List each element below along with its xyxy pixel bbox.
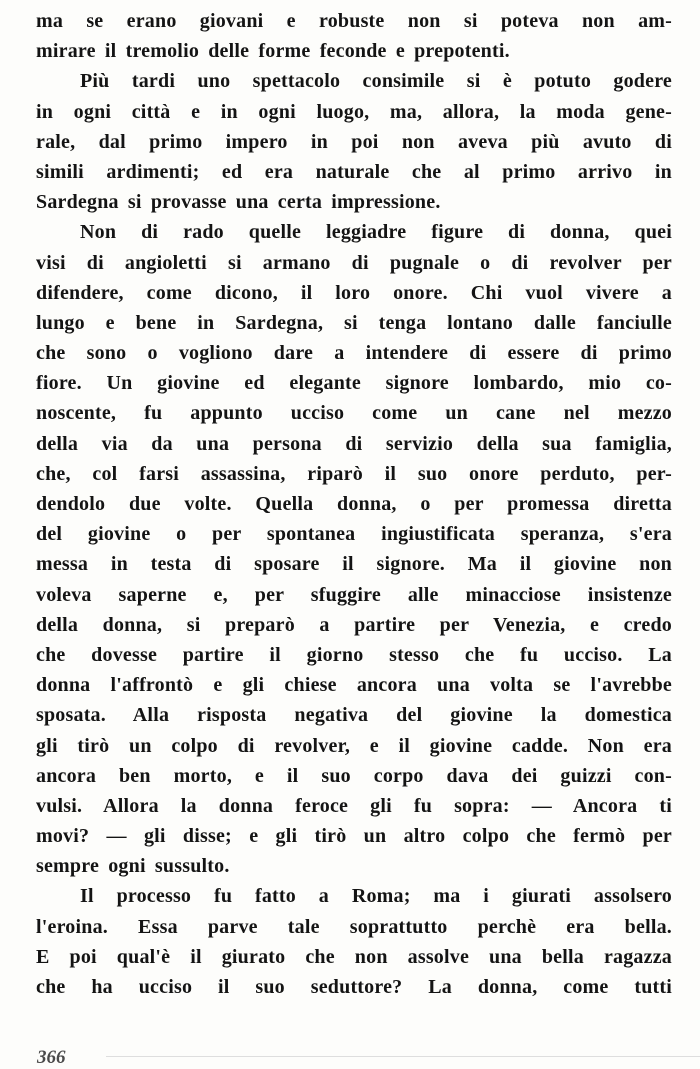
page-number: 366 (37, 1047, 66, 1068)
text-line: simili ardimenti; ed era naturale che al primo arrivo in (36, 160, 672, 183)
footer-rule (106, 1056, 700, 1057)
text-line: fiore. Un giovine ed elegante signore lombardo, mio co- (36, 372, 672, 395)
text-line: Il processo fu fatto a Roma; ma i giurati assolsero (80, 885, 672, 908)
text-line: E poi qual'è il giurato che non assolve una bella ragazza (36, 945, 672, 968)
text-line: rale, dal primo impero in poi non aveva più avuto di (36, 130, 672, 153)
text-line: voleva saperne e, per sfuggire alle minacciose insistenze (36, 583, 672, 606)
paragraph (36, 6, 672, 66)
text-line: visi di angioletti si armano di pugnale o di revolver per (36, 251, 672, 274)
text-line: donna l'affrontò e gli chiese ancora una volta se l'avrebbe (36, 674, 672, 697)
text-line: che ha ucciso il suo seduttore? La donna, come tutti (36, 976, 672, 998)
text-line: mirare il tremolio delle forme feconde e prepotenti. (36, 40, 510, 63)
text-line: gli tirò un colpo di revolver, e il giovine cadde. Non era (36, 734, 672, 757)
paragraph (36, 881, 672, 1002)
paragraph (36, 217, 672, 881)
text-line: l'eroina. Essa parve tale soprattutto perchè era bella. (36, 915, 672, 938)
text-line: difendere, come dicono, il loro onore. Chi vuol vivere a (36, 281, 672, 304)
text-line: che, col farsi assassina, riparò il suo onore perduto, per- (36, 462, 672, 485)
text-line: della donna, si preparò a partire per Venezia, e credo (36, 613, 672, 636)
paragraph (36, 66, 672, 217)
text-line: Sardegna si provasse una certa impressione. (36, 191, 441, 214)
text-line: che dovesse partire il giorno stesso che fu ucciso. La (36, 643, 672, 666)
text-line: Non di rado quelle leggiadre figure di donna, quei (80, 221, 672, 244)
text-line: Più tardi uno spettacolo consimile si è potuto godere (80, 70, 672, 93)
text-line: che sono o vogliono dare a intendere di essere di primo (36, 342, 672, 365)
text-line: della via da una persona di servizio della sua famiglia, (36, 432, 672, 455)
book-page (36, 6, 672, 1002)
text-line: ma se erano giovani e robuste non si poteva non am- (36, 10, 672, 32)
text-line: dendolo due volte. Quella donna, o per promessa diretta (36, 493, 672, 515)
text-line: vulsi. Allora la donna feroce gli fu sopra: — Ancora ti (36, 794, 672, 817)
text-line: ancora ben morto, e il suo corpo dava dei guizzi con- (36, 764, 672, 787)
text-line: lungo e bene in Sardegna, si tenga lontano dalle fanciulle (36, 311, 672, 334)
text-line: in ogni città e in ogni luogo, ma, allora, la moda gene- (36, 100, 672, 123)
text-line: sempre ogni sussulto. (36, 855, 230, 878)
text-line: messa in testa di sposare il signore. Ma il giovine non (36, 553, 672, 576)
text-line: noscente, fu appunto ucciso come un cane nel mezzo (36, 402, 672, 425)
text-line: movi? — gli disse; e gli tirò un altro colpo che fermò per (36, 825, 672, 848)
text-line: sposata. Alla risposta negativa del giovine la domestica (36, 704, 672, 727)
text-line: del giovine o per spontanea ingiustificata speranza, s'era (36, 523, 672, 546)
